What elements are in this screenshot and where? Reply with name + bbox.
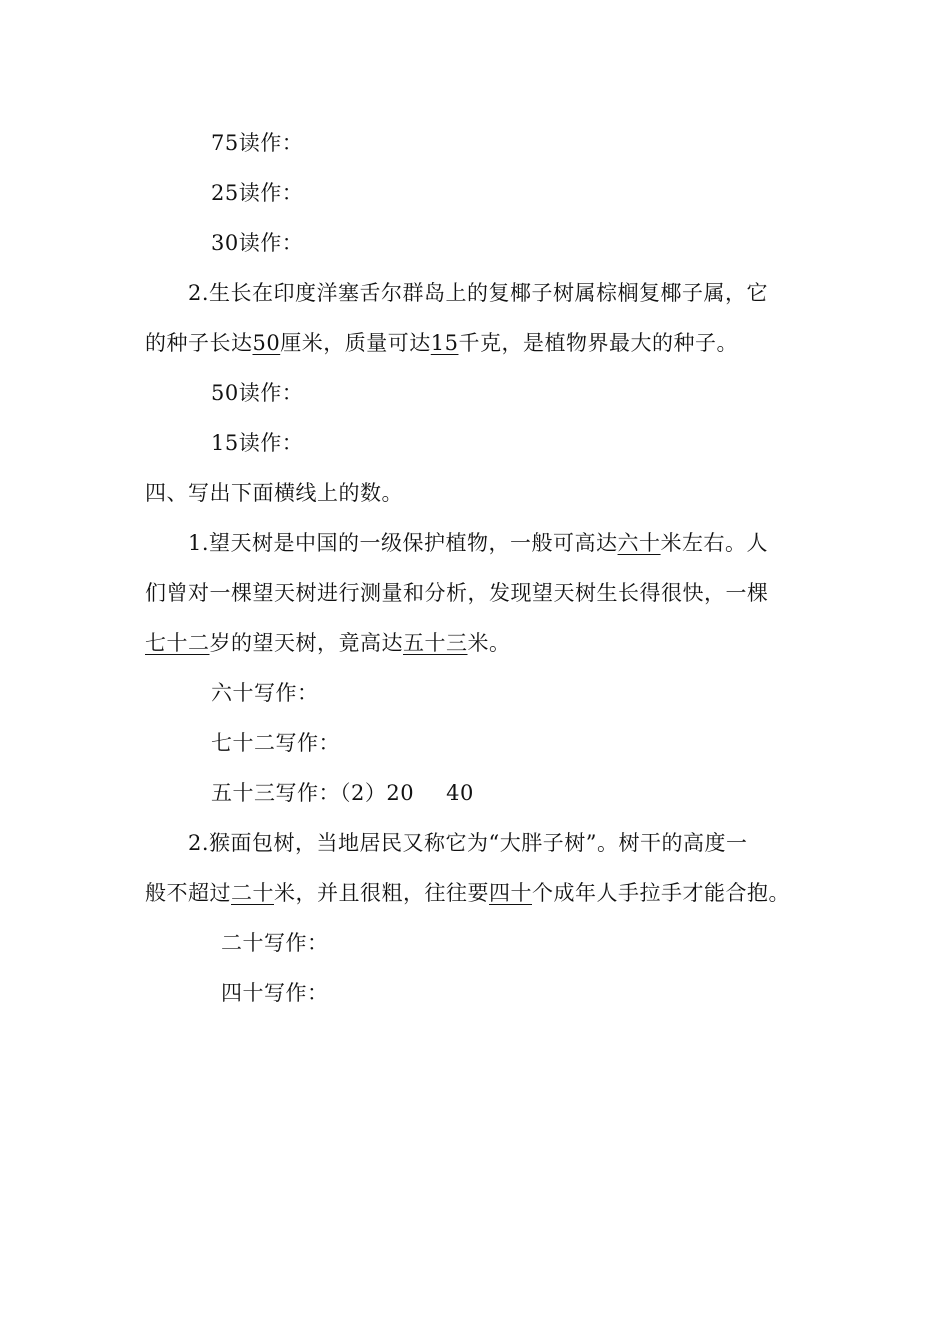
write-60-prompt: 六十写作： (211, 681, 319, 705)
text-segment: 般不超过 (145, 881, 231, 905)
write-20-prompt: 二十写作： (221, 931, 329, 955)
read-15-prompt: 15读作： (211, 431, 304, 455)
text-segment: 厘米，质量可达 (280, 331, 431, 355)
text-segment: 1.望天树是中国的一级保护植物，一般可高达 (188, 531, 618, 555)
section-4-heading: 四、写出下面横线上的数。 (145, 481, 403, 505)
underlined-number: 50 (252, 331, 281, 355)
read-30-prompt: 30读作： (211, 231, 304, 255)
question-1-line-1 (188, 528, 768, 558)
text-segment: 米。 (467, 631, 511, 655)
read-50-prompt: 50读作： (211, 381, 304, 405)
write-53-prompt (211, 778, 474, 808)
question-1-line-2: 们曾对一棵望天树进行测量和分析，发现望天树生长得很快，一棵 (145, 581, 769, 605)
write-72-prompt: 七十二写作： (211, 731, 340, 755)
text-segment: 的种子长达 (145, 331, 253, 355)
question-2-line-2 (145, 328, 738, 358)
text-segment: 米左右。人 (660, 531, 769, 555)
text-segment: 个成年人手拉手才能合抱。 (532, 881, 790, 905)
question-2b-line-2 (145, 878, 790, 908)
text-segment: 千克，是植物界最大的种子。 (458, 331, 738, 355)
underlined-number: 15 (430, 331, 459, 355)
text-segment: 米，并且很粗，往往要 (274, 881, 489, 905)
underlined-number: 四十 (489, 881, 532, 905)
underlined-number: 六十 (617, 531, 661, 555)
write-40-prompt: 四十写作： (221, 981, 329, 1005)
underlined-number: 二十 (231, 881, 274, 905)
question-2b-line-1: 2.猴面包树，当地居民又称它为“大胖子树”。树干的高度一 (188, 831, 748, 855)
read-75-prompt: 75读作： (211, 131, 304, 155)
text-segment: 岁的望天树，竟高达 (209, 631, 403, 655)
underlined-number: 七十二 (145, 631, 210, 655)
question-1-line-3 (145, 628, 511, 658)
read-25-prompt: 25读作： (211, 181, 304, 205)
underlined-number: 五十三 (403, 631, 468, 655)
text-segment: 40 (446, 781, 474, 805)
question-2-line-1: 2.生长在印度洋塞舌尔群岛上的复椰子树属棕榈复椰子属，它 (188, 281, 769, 305)
text-segment: 五十三写作：（2）20 (211, 781, 415, 805)
